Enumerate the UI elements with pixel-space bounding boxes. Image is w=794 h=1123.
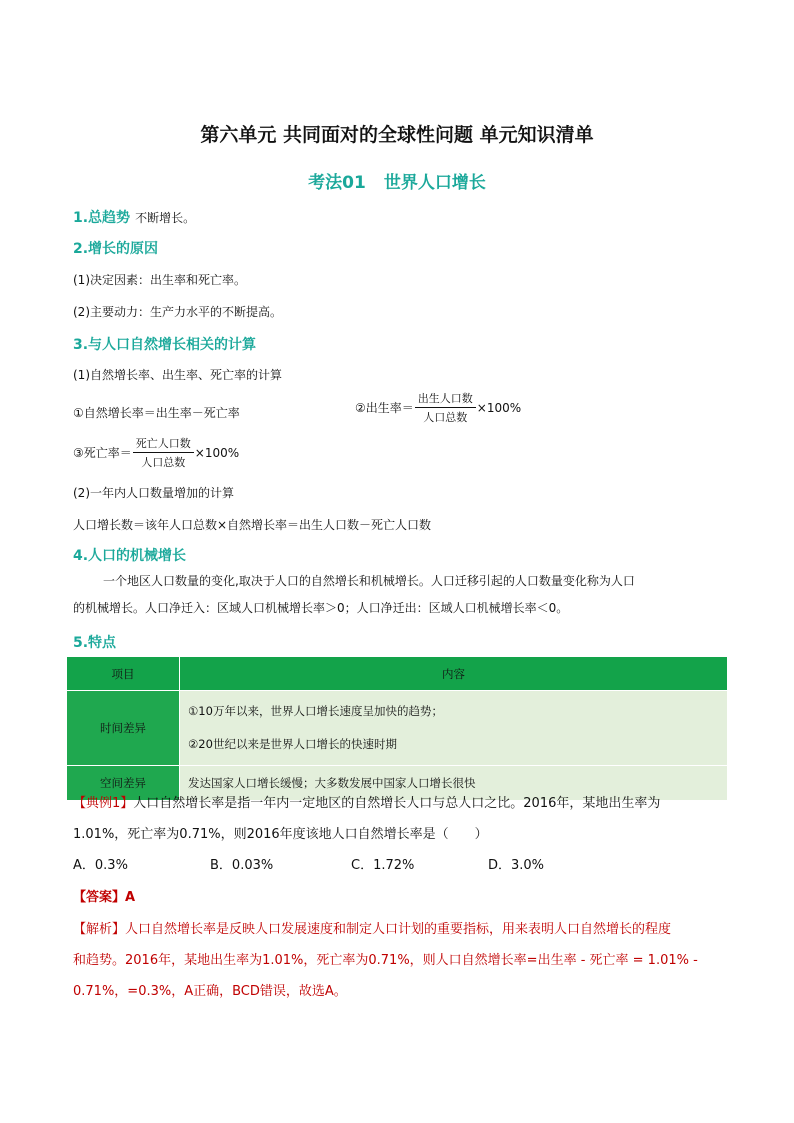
section-1-text: 不断增长。 <box>135 211 196 225</box>
section-1-heading: 1.总趋势 <box>73 210 131 226</box>
row-content-time <box>180 691 728 766</box>
birth-fraction <box>415 390 476 425</box>
time-line-1: ①10万年以来，世界人口增长速度呈加快的趋势； <box>188 704 443 718</box>
section-3-item-1: (1)自然增长率、出生率、死亡率的计算 <box>73 368 282 382</box>
option-d: D．3.0% <box>488 858 545 873</box>
answer-tag: 【答案】 <box>73 890 126 905</box>
example-tag: 【典例1】 <box>73 796 134 811</box>
section-4-line-1: 一个地区人口数量的变化,取决于人口的自然增长和机械增长。人口迁移引起的人口数量变化称为人口 <box>103 574 635 588</box>
formula-death-rate <box>73 435 239 470</box>
formula-birth-rate <box>355 390 521 425</box>
death-numerator: 死亡人口数 <box>133 435 194 453</box>
space-line-1: 发达国家人口增长缓慢；大多数发展中国家人口增长很快 <box>180 766 728 801</box>
option-b: B．0.03% <box>210 858 274 873</box>
table-row <box>67 691 728 766</box>
option-a: A．0.3% <box>73 858 128 873</box>
row-label-space: 空间差异 <box>67 766 180 801</box>
analysis-line-2: 和趋势。2016年，某地出生率为1.01%，死亡率为0.71%，则人口自然增长率=出生率 - 死亡率 = 1.01% - <box>73 953 698 968</box>
section-5-heading: 5.特点 <box>73 635 117 651</box>
analysis-tag: 【解析】 <box>73 922 126 937</box>
table-header-item: 项目 <box>67 657 180 691</box>
analysis-line-3: 0.71%，=0.3%，A正确，BCD错误，故选A。 <box>73 984 347 999</box>
analysis-line-1 <box>73 917 671 943</box>
analysis-text-1: 人口自然增长率是反映人口发展速度和制定人口计划的重要指标，用来表明人口自然增长的程度 <box>125 922 672 937</box>
formula-birth-suffix: ×100% <box>476 400 522 415</box>
answer-line <box>73 886 135 905</box>
answer-value: A <box>125 890 136 905</box>
page-title: 第六单元 共同面对的全球性问题 单元知识清单 <box>200 124 594 146</box>
section-2-heading: 2.增长的原因 <box>73 241 159 257</box>
option-c: C．1.72% <box>351 858 415 873</box>
formula-death-suffix: ×100% <box>194 445 240 460</box>
table-header-row <box>67 657 728 691</box>
section-3-item-2: (2)一年内人口数量增加的计算 <box>73 486 234 500</box>
death-fraction <box>133 435 194 470</box>
formula-growth-rate: ①自然增长率＝出生率－死亡率 <box>73 406 240 420</box>
birth-denominator: 人口总数 <box>423 411 468 424</box>
example-line-1 <box>73 791 660 817</box>
features-table <box>66 656 728 801</box>
section-2-item-1: (1)决定因素：出生率和死亡率。 <box>73 273 246 287</box>
section-1 <box>73 207 195 227</box>
death-denominator: 人口总数 <box>141 456 186 469</box>
formula-population-increase: 人口增长数＝该年人口总数×自然增长率＝出生人口数－死亡人口数 <box>73 518 432 532</box>
birth-numerator: 出生人口数 <box>415 390 476 408</box>
subtitle-code: 考法01 <box>308 173 366 193</box>
time-line-2: ②20世纪以来是世界人口增长的快速时期 <box>188 737 397 751</box>
section-3-heading: 3.与人口自然增长相关的计算 <box>73 337 257 353</box>
row-label-time: 时间差异 <box>67 691 180 766</box>
section-2-item-2: (2)主要动力：生产力水平的不断提高。 <box>73 305 282 319</box>
section-4-heading: 4.人口的机械增长 <box>73 548 187 564</box>
example-text-1: 人口自然增长率是指一年内一定地区的自然增长人口与总人口之比。2016年，某地出生率为 <box>133 796 661 811</box>
formula-death-prefix: ③死亡率＝ <box>73 446 132 460</box>
example-line-2: 1.01%，死亡率为0.71%，则2016年度该地人口自然增长率是（ ） <box>73 827 488 842</box>
table-header-content: 内容 <box>180 657 728 691</box>
section-subtitle <box>0 168 794 193</box>
subtitle-text: 世界人口增长 <box>383 173 486 193</box>
formula-birth-prefix: ②出生率＝ <box>355 401 414 415</box>
section-4-line-2: 的机械增长。人口净迁入：区域人口机械增长率＞0；人口净迁出：区域人口机械增长率＜0。 <box>73 601 569 615</box>
